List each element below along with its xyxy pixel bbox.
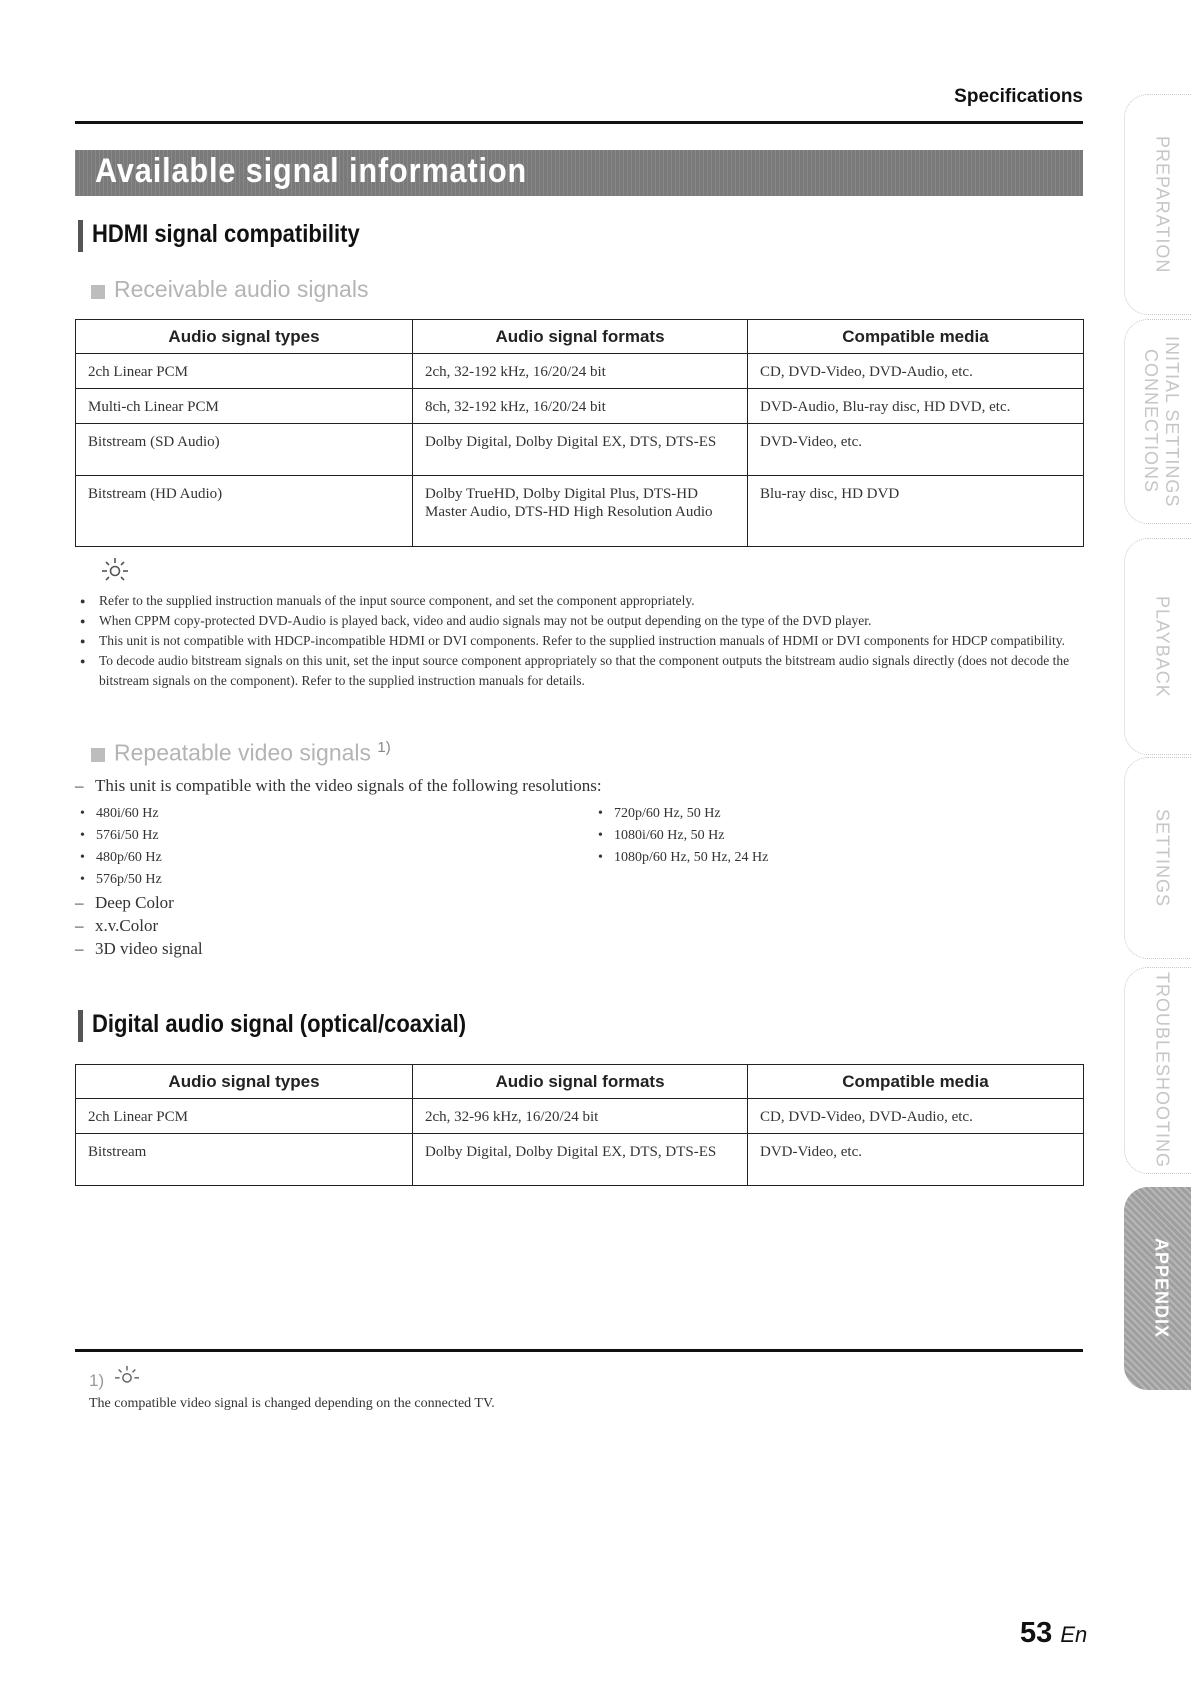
table-row [76,1099,1084,1134]
receivable-audio-table [75,319,1084,547]
table-cell: Blu-ray disc, HD DVD [748,476,1084,547]
side-tab-troubleshooting[interactable] [1124,967,1191,1174]
tip-note: ● To decode audio bitstream signals on this unit, set the input source component appropriately so that the component outputs the bitstream audio signals directly (does not decode the bitstream signals on the component). Refer to the supplied instruction manuals for details. [80,651,1080,691]
resolution-item: • 720p/60 Hz, 50 Hz [598,806,721,822]
subsection-title-text: Repeatable video signals [114,739,372,766]
tip-note: ● Refer to the supplied instruction manuals of the input source component, and set the component appropriately. [80,591,1080,611]
section-title-hdmi: HDMI signal compatibility [92,220,360,248]
side-tab-label: PREPARATION [1152,135,1173,274]
table-cell: Dolby Digital, Dolby Digital EX, DTS, DTS-ES [413,424,748,476]
footnote-number: 1) [89,1371,105,1390]
tip-note: ● This unit is not compatible with HDCP-incompatible HDMI or DVI components. Refer to the supplied instruction manuals of HDMI or DVI components for HDCP compatibility. [80,631,1080,651]
table-cell: 2ch, 32-192 kHz, 16/20/24 bit [413,354,748,389]
feature-item: – Deep Color [75,893,174,913]
column-header: Audio signal formats [413,1065,748,1099]
table-cell: DVD-Audio, Blu-ray disc, HD DVD, etc. [748,389,1084,424]
subsection-marker [91,285,105,299]
side-tab-appendix[interactable] [1124,1187,1191,1390]
side-tab-label: SETTINGS [1152,808,1173,907]
table-cell: 2ch, 32-96 kHz, 16/20/24 bit [413,1099,748,1134]
table-header-row [76,320,1084,354]
table-cell: Bitstream (SD Audio) [76,424,413,476]
table-cell: Bitstream [76,1134,413,1186]
table-cell: CD, DVD-Video, DVD-Audio, etc. [748,1099,1084,1134]
side-tab-label: PLAYBACK [1152,595,1173,698]
table-cell: CD, DVD-Video, DVD-Audio, etc. [748,354,1084,389]
side-tab-label: CONNECTIONS [1141,349,1161,494]
table-row [76,424,1084,476]
table-cell: Dolby Digital, Dolby Digital EX, DTS, DTS-ES [413,1134,748,1186]
resolution-item: • 480i/60 Hz [80,806,159,822]
page-number-value: 53 [1020,1617,1053,1649]
section-title-digital: Digital audio signal (optical/coaxial) [92,1010,467,1038]
footnote-tip-icon [114,1364,140,1393]
table-row [76,354,1084,389]
column-header: Compatible media [748,1065,1084,1099]
side-tab-label: TROUBLESHOOTING [1152,972,1173,1169]
table-cell: Multi-ch Linear PCM [76,389,413,424]
resolution-item: • 1080i/60 Hz, 50 Hz [598,828,724,844]
table-cell: DVD-Video, etc. [748,1134,1084,1186]
side-tab-label: INITIAL SETTINGS [1162,335,1182,508]
tip-lightbulb-icon [101,556,129,588]
side-tab-preparation[interactable] [1124,94,1191,315]
page-language: En [1060,1622,1088,1647]
section-marker [78,1010,83,1042]
feature-item: – 3D video signal [75,939,203,959]
tips-list [80,591,1080,691]
table-cell: DVD-Video, etc. [748,424,1084,476]
column-header: Audio signal formats [413,320,748,354]
side-tab-settings[interactable] [1124,757,1191,959]
running-header: Specifications [954,86,1083,107]
table-cell: 2ch Linear PCM [76,354,413,389]
feature-item: – x.v.Color [75,916,158,936]
chapter-banner [75,150,1083,196]
side-tab-label: APPENDIX [1151,1238,1172,1339]
compatibility-intro: – This unit is compatible with the video signals of the following resolutions: [75,776,602,796]
table-cell: 2ch Linear PCM [76,1099,413,1134]
resolution-item: • 480p/60 Hz [80,850,162,866]
column-header: Compatible media [748,320,1084,354]
table-header-row [76,1065,1084,1099]
resolution-item: • 576i/50 Hz [80,828,159,844]
table-cell: Dolby TrueHD, Dolby Digital Plus, DTS-HD Master Audio, DTS-HD High Resolution Audio [413,476,748,547]
digital-audio-table [75,1064,1084,1186]
footnote-rule [75,1349,1083,1352]
side-tab-connections-initial-settings[interactable] [1124,319,1191,524]
section-marker [78,220,83,252]
footnote-reference: 1) [377,739,391,756]
tip-note: ● When CPPM copy-protected DVD-Audio is played back, video and audio signals may not be output depending on the type of the DVD player. [80,611,1080,631]
table-row [76,1134,1084,1186]
subsection-title-repeatable [114,739,391,767]
table-row [76,389,1084,424]
column-header: Audio signal types [76,1065,413,1099]
subsection-marker [91,748,105,762]
resolution-item: • 576p/50 Hz [80,872,162,888]
table-cell: Bitstream (HD Audio) [76,476,413,547]
side-tab-playback[interactable] [1124,538,1191,755]
chapter-title: Available signal information [95,152,528,190]
header-rule [75,121,1083,124]
footnote-text: The compatible video signal is changed depending on the connected TV. [89,1396,495,1411]
column-header: Audio signal types [76,320,413,354]
table-row [76,476,1084,547]
subsection-title-receivable: Receivable audio signals [114,276,369,302]
page-number [1020,1617,1087,1650]
resolution-item: • 1080p/60 Hz, 50 Hz, 24 Hz [598,850,768,866]
table-cell: 8ch, 32-192 kHz, 16/20/24 bit [413,389,748,424]
